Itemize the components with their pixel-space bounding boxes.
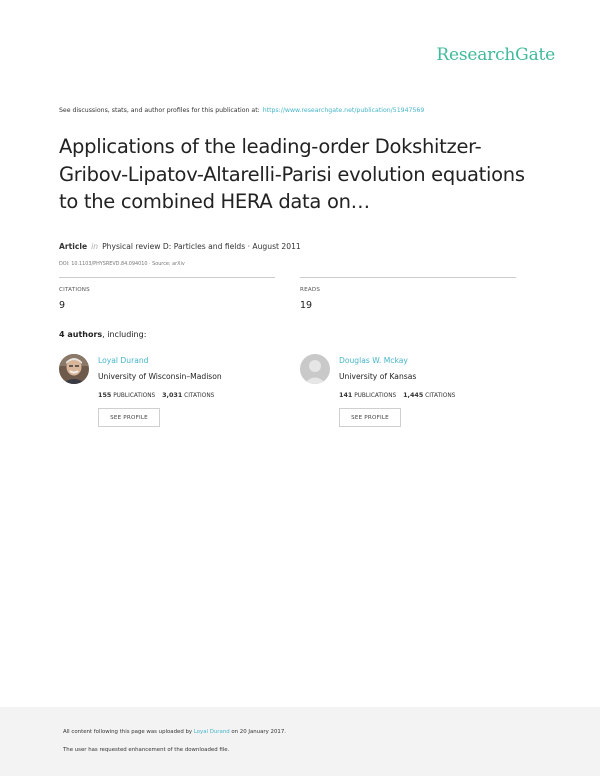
citations-label: CITATIONS: [59, 287, 90, 293]
upload-suffix: on 20 January 2017.: [231, 729, 286, 735]
citations-count: 3,031: [162, 391, 183, 399]
citations-count-label: CITATIONS: [425, 393, 456, 399]
authors-count: 4 authors: [59, 330, 103, 339]
reads-value: 19: [300, 300, 313, 311]
publications-count: 155: [98, 391, 112, 399]
footer-bar: [0, 707, 600, 776]
author-card: [300, 354, 520, 434]
publications-label: PUBLICATIONS: [354, 393, 397, 399]
author-name[interactable]: Loyal Durand: [98, 356, 149, 365]
authors-header: [59, 330, 146, 339]
publication-title: Applications of the leading-order Dokshitzer-Gribov-Lipatov-Altarelli-Parisi evolution equations to the combined HERA data on…: [59, 135, 525, 213]
see-profile-button[interactable]: SEE PROFILE: [98, 408, 160, 427]
researchgate-logo[interactable]: ResearchGate: [436, 45, 555, 65]
doi-source: DOI: 10.1103/PHYSREVD.84.094010 · Source: arXiv: [59, 261, 185, 267]
request-note: The user has requested enhancement of the downloaded file.: [63, 747, 230, 753]
uploader-link[interactable]: Loyal Durand: [193, 729, 230, 735]
author-counts: [339, 391, 455, 399]
citations-count-label: CITATIONS: [184, 393, 215, 399]
journal-date: Physical review D: Particles and fields · August 2011: [102, 242, 301, 251]
authors-suffix: , including:: [102, 330, 147, 339]
avatar-placeholder-icon[interactable]: [300, 354, 330, 384]
publications-label: PUBLICATIONS: [113, 393, 156, 399]
author-counts: [98, 391, 214, 399]
author-card: [59, 354, 279, 434]
see-profile-button[interactable]: SEE PROFILE: [339, 408, 401, 427]
divider-right: [300, 277, 516, 278]
author-institution: University of Kansas: [339, 372, 417, 381]
publications-count: 141: [339, 391, 353, 399]
reads-label: READS: [300, 287, 321, 293]
discussion-line: [59, 107, 424, 114]
avatar-photo[interactable]: [59, 354, 89, 384]
discussion-text: See discussions, stats, and author profiles for this publication at:: [59, 107, 260, 114]
publication-kind: Article: [59, 242, 88, 251]
divider-left: [59, 277, 275, 278]
citations-count: 1,445: [403, 391, 424, 399]
author-name[interactable]: Douglas W. Mckay: [339, 356, 408, 365]
publication-link[interactable]: https://www.researchgate.net/publication/51947569: [262, 107, 425, 114]
in-label: in: [91, 242, 99, 251]
publication-meta: [59, 242, 301, 251]
upload-prefix: All content following this page was uploaded by: [63, 729, 193, 735]
citations-value: 9: [59, 300, 66, 311]
upload-note: [63, 729, 286, 735]
author-institution: University of Wisconsin–Madison: [98, 372, 222, 381]
